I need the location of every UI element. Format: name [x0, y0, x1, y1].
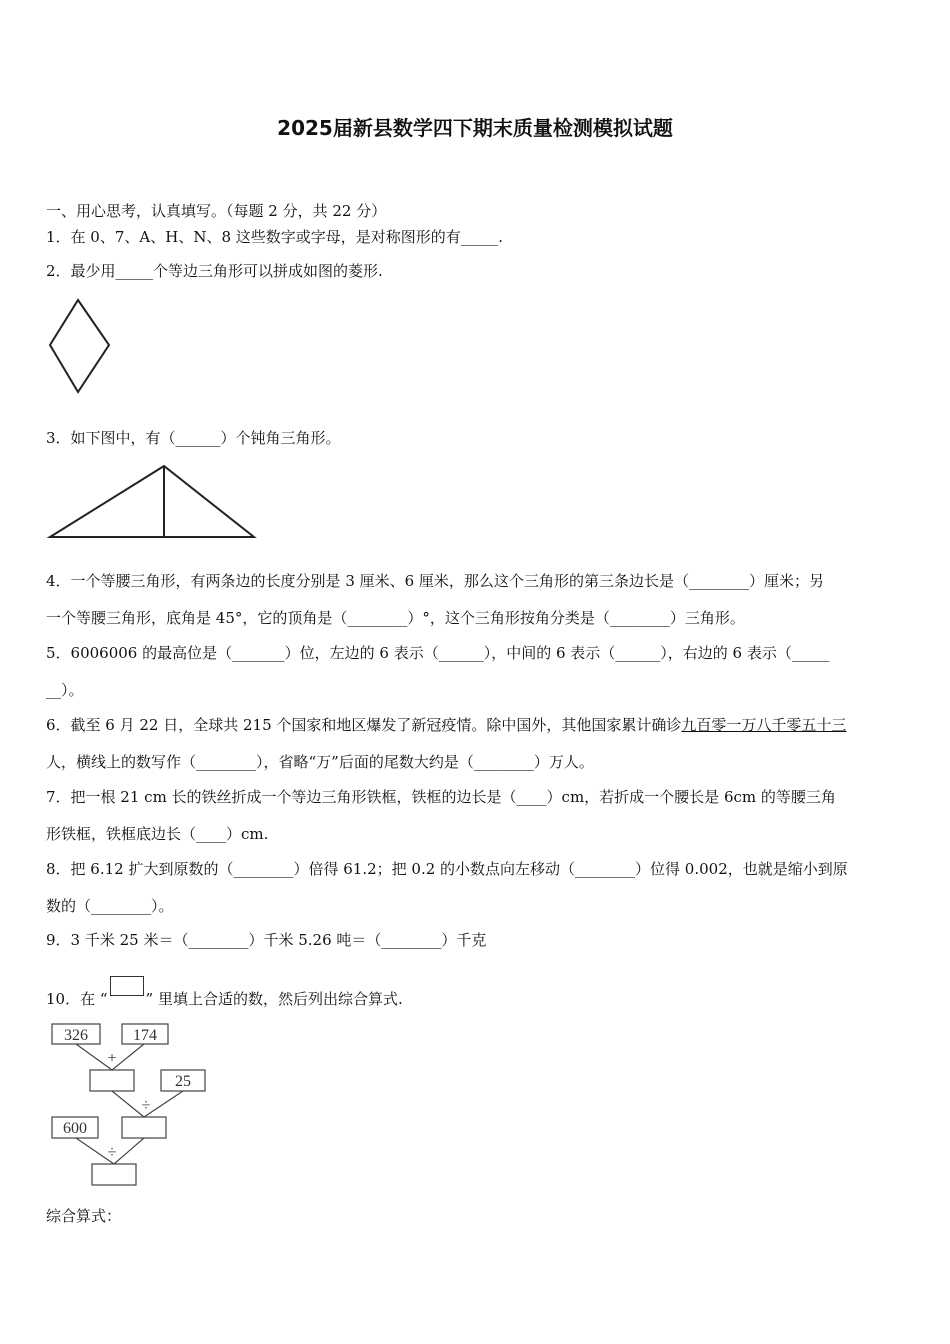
question-7-line-1: 7．把一根 21 cm 长的铁丝折成一个等边三角形铁框，铁框的边长是（____）cm，若折成一个腰长是 6cm 的等腰三角 — [46, 788, 836, 806]
blank-box-icon — [110, 976, 144, 996]
question-7-line-2: 形铁框，铁框底边长（____）cm. — [46, 825, 269, 843]
question-6-line-2: 人，横线上的数写作（________），省略“万”后面的尾数大约是（________）万人。 — [46, 753, 594, 771]
divide-operator-2: ÷ — [107, 1144, 117, 1161]
divide-operator-1: ÷ — [141, 1097, 151, 1114]
question-6-text: 6．截至 6 月 22 日，全球共 215 个国家和地区爆发了新冠疫情。除中国外，其他国家累计确诊 — [46, 716, 682, 734]
question-8-line-2: 数的（________）。 — [46, 897, 174, 915]
number-326: 326 — [64, 1027, 88, 1044]
question-8-line-1: 8．把 6.12 扩大到原数的（________）倍得 61.2；把 0.2 的小数点向左移动（________）位得 0.002，也就是缩小到原 — [46, 860, 848, 878]
plus-operator: + — [107, 1050, 117, 1067]
answer-box-1[interactable] — [90, 1070, 134, 1091]
question-2: 2．最少用_____个等边三角形可以拼成如图的菱形. — [46, 262, 383, 280]
formula-blank[interactable] — [121, 1207, 226, 1225]
formula-line — [46, 1206, 908, 1226]
calculation-tree-diagram — [46, 1018, 216, 1193]
number-174: 174 — [133, 1027, 157, 1044]
question-6-underlined-number: 九百零一万八千零五十三 — [681, 716, 847, 734]
section-heading: 一、用心思考，认真填写。（每题 2 分，共 22 分） — [46, 202, 387, 220]
question-10-text-a: 10．在 “ — [46, 990, 108, 1008]
page-title: 2025届新县数学四下期末质量检测模拟试题 — [277, 116, 673, 140]
number-600: 600 — [63, 1120, 87, 1137]
question-4-line-2: 一个等腰三角形，底角是 45°，它的顶角是（________）°，这个三角形按角分类是（________）三角形。 — [46, 609, 745, 627]
question-3: 3．如下图中，有（______）个钝角三角形。 — [46, 429, 341, 447]
answer-box-3[interactable] — [92, 1164, 136, 1185]
answer-box-2[interactable] — [122, 1117, 166, 1138]
question-10-text-b: ” 里填上合适的数，然后列出综合算式. — [145, 990, 403, 1008]
question-6-line-1 — [46, 715, 908, 735]
question-9: 9．3 千米 25 米＝（________）千米 5.26 吨＝（________）千克 — [46, 931, 487, 949]
question-5-line-1: 5．6006006 的最高位是（_______）位，左边的 6 表示（______），中间的 6 表示（______），右边的 6 表示（_____ — [46, 644, 830, 662]
question-5-line-2: __）。 — [46, 681, 84, 699]
rhombus-figure — [46, 298, 116, 398]
question-4-line-1: 4．一个等腰三角形，有两条边的长度分别是 3 厘米、6 厘米，那么这个三角形的第三条边长是（________）厘米；另 — [46, 572, 824, 590]
number-25: 25 — [175, 1073, 191, 1090]
formula-label: 综合算式： — [46, 1207, 122, 1225]
question-1: 1．在 0、7、A、H、N、8 这些数字或字母，是对称图形的有_____. — [46, 228, 504, 246]
triangle-figure — [46, 462, 261, 542]
question-10 — [46, 976, 908, 1009]
